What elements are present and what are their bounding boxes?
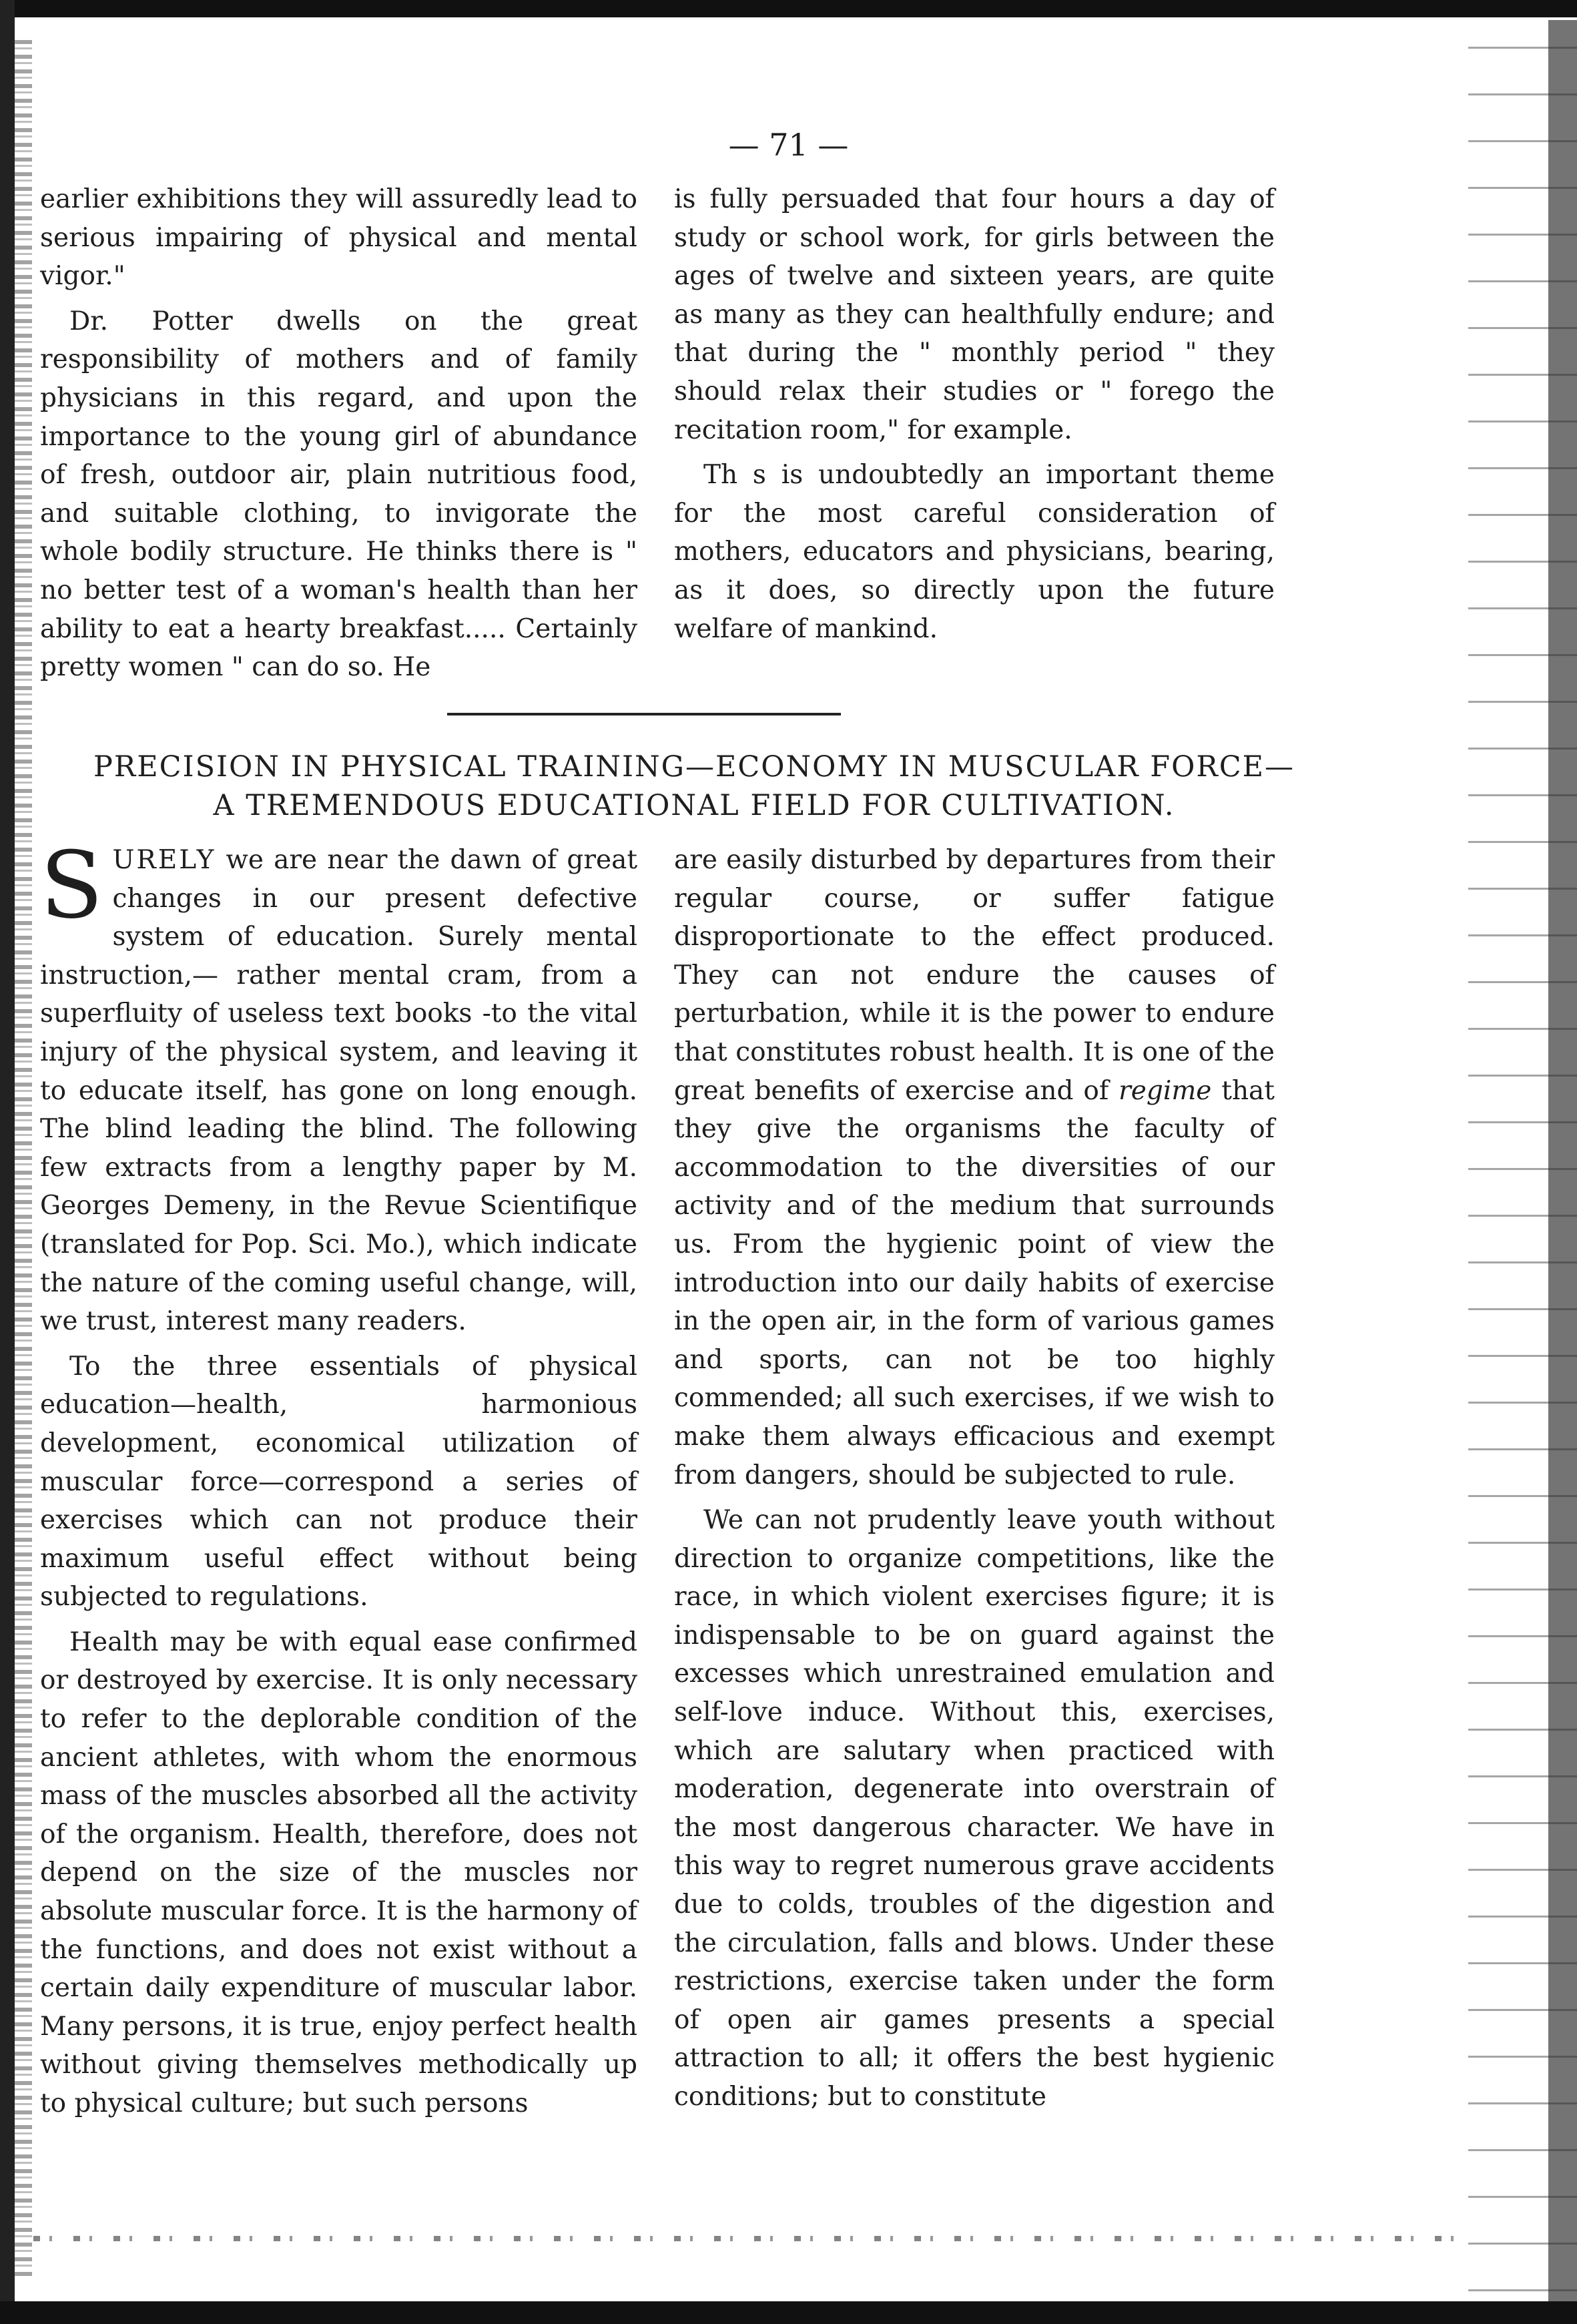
article-left-column <box>40 832 637 2123</box>
paragraph <box>674 841 1275 1494</box>
paragraph: is fully persuaded that four hours a day of study or school work, for girls between the ages of twelve and sixteen years, are quite as many as they can healthfully endure; and that during the " monthly period " they should relax their studies or " forego the recitation room," for example. <box>674 184 1275 445</box>
first-word: URELY <box>112 845 216 875</box>
paragraph: We can not prudently leave youth without direction to organize competitions, like the race, in which violent exercises figure; it is indispensable to be on guard against the excesses which unrestrained emulation and self-love induce. Without this, exercises, which are salutary when practiced with moderation, degenerate into overstrain of the most dangerous character. We have in this way to regret numerous grave accidents due to colds, troubles of the digestion and the circulation, falls and blows. Under these restrictions, exercise taken under the form of open air games presents a special attraction to all; it offers the best hygienic conditions; but to constitute <box>674 1505 1275 2112</box>
scan-border-top <box>0 0 1577 17</box>
scan-binding-shadow <box>15 40 32 2276</box>
article-title <box>27 748 1361 825</box>
article-title-line-2: A TREMENDOUS EDUCATIONAL FIELD FOR CULTIVATION. <box>213 789 1175 822</box>
article-title-line-1: PRECISION IN PHYSICAL TRAINING—ECONOMY IN MUSCULAR FORCE— <box>93 750 1295 784</box>
scan-border-left <box>0 0 15 2324</box>
section-divider <box>447 713 841 715</box>
paragraph-text: we are near the dawn of great changes in our present defective system of education. Surely mental instruction,— rather mental cram, from a superfluity of useless text books -to the vital injury of the physical system, and leaving it to educate itself, has gone on long enough. The blind leading the blind. The following few extracts from a lengthy paper by M. Georges Demeny, in the Revue Scientifique (translated for Pop. Sci. Mo.), which indicate the nature of the coming useful change, will, we trust, interest many readers. <box>40 845 637 1337</box>
scan-border-right <box>1548 20 1577 2303</box>
top-left-column <box>40 180 637 687</box>
italic-term: regime <box>1119 1075 1212 1106</box>
paragraph-text: that they give the organisms the faculty of accommodation to the diversities of our activity and of the medium that surrounds us. From the hygienic point of view the introduction into our daily habits of exercise in the open air, in the form of various games and sports, can not be too highly commended; all such exercises, if we wish to make them always efficacious and exempt from dangers, should be subjected to rule. <box>674 1075 1275 1490</box>
paragraph: Health may be with equal ease confirmed or destroyed by exercise. It is only necessary to refer to the deplorable condition of the ancient athletes, with whom the enormous mass of the muscles absorbed all the activity of the organism. Health, therefore, does not depend on the size of the muscles nor absolute muscular force. It is the harmony of the functions, and does not exist without a certain daily expenditure of muscular labor. Many persons, it is true, enjoy perfect health without giving themselves methodically up to physical culture; but such persons <box>40 1627 637 2118</box>
paragraph: Dr. Potter dwells on the great responsibility of mothers and of family physicians in this regard, and upon the importance to the young girl of abundance of fresh, outdoor air, plain nutritious food, and suitable clothing, to invigorate the whole bodily structure. He thinks there is " no better test of a woman's health than her ability to eat a hearty breakfast..... Certainly pretty women " can do so. He <box>40 306 637 683</box>
top-right-column <box>674 180 1275 648</box>
paragraph: Th s is undoubtedly an important theme for the most careful consideration of mothers, educators and physicians, bearing, as it does, so directly upon the future welfare of mankind. <box>674 460 1275 644</box>
drop-cap: S <box>40 832 103 939</box>
paragraph <box>40 832 637 1341</box>
paragraph: To the three essentials of physical education—health, harmonious development, economical utilization of muscular force—correspond a series of exercises which can not produce their maximum useful effect without being subjected to regulations. <box>40 1351 637 1613</box>
paragraph: earlier exhibitions they will assuredly lead to serious impairing of physical and mental vigor." <box>40 184 637 292</box>
scan-noise-bottom <box>33 2236 1468 2241</box>
scan-border-bottom <box>0 2301 1577 2324</box>
article-right-column <box>674 841 1275 2116</box>
page-number: — 71 — <box>728 127 849 163</box>
paragraph-text: are easily disturbed by departures from their regular course, or suffer fatigue disproportionate to the effect produced. They can not endure the causes of perturbation, while it is the power to endure that constitutes robust health. It is one of the great benefits of exercise and of <box>674 845 1275 1106</box>
